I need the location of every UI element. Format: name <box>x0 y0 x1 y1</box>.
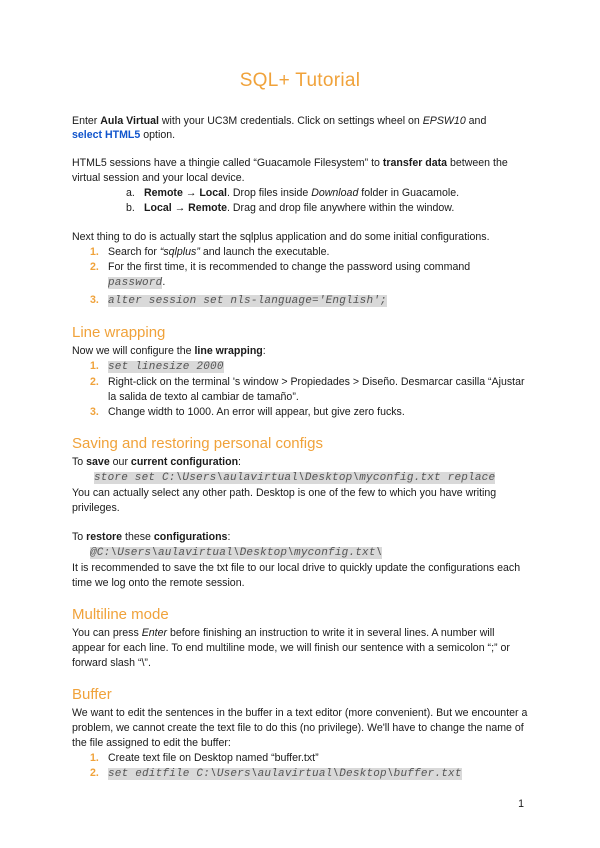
text: To <box>72 456 87 468</box>
text: HTML5 sessions have a thingie called “Guacamole Filesystem” to <box>72 157 383 169</box>
text: folder in Guacamole. <box>358 187 460 199</box>
text: You can press <box>72 627 142 639</box>
text: . Drop files inside <box>227 187 312 199</box>
bold-transfer-data: transfer data <box>382 157 448 169</box>
italic-sqlplus: “sqlplus” <box>159 246 200 258</box>
text: For the first time, it is recommended to change the password using command <box>108 261 471 273</box>
section-heading-configs: Saving and restoring personal configs <box>72 435 323 452</box>
text: and launch the executable. <box>199 246 330 258</box>
line-wrapping-steps <box>72 359 528 420</box>
list-marker: 2. <box>90 376 99 388</box>
list-marker: a. <box>126 187 135 199</box>
list-marker: 1. <box>90 246 99 258</box>
text: Enter <box>72 115 101 127</box>
text: between the virtual session and your local device. <box>72 157 508 184</box>
text: Create text file on Desktop named “buffer.txt” <box>108 752 319 764</box>
restore-config-lead <box>72 530 528 545</box>
buffer-paragraph: We want to edit the sentences in the buffer in a text editor (more convenient). But we encounter a problem, we cannot create the text file to do this (no privilege). We'll have to change the name of the file assigned to edit the buffer: <box>72 707 528 749</box>
list-marker: 3. <box>90 294 99 306</box>
code-store-set: store set C:\Users\aulavirtual\Desktop\myconfig.txt replace <box>94 472 496 484</box>
save-config-note: You can actually select any other path. Desktop is one of the few to which you have writing privileges. <box>72 487 497 514</box>
section-heading-line-wrapping: Line wrapping <box>72 324 166 341</box>
bold-remote-local: Remote → Local <box>144 187 228 199</box>
buffer-steps <box>72 751 528 782</box>
intro-paragraph-2 <box>72 156 528 186</box>
bold-restore: restore <box>86 531 123 543</box>
intro-paragraph-3: Next thing to do is actually start the sqlplus application and do some initial configurations. <box>72 231 490 243</box>
select-html5-highlight: select HTML5 <box>72 129 141 141</box>
multiline-paragraph <box>72 626 528 671</box>
list-marker: 1. <box>90 752 99 764</box>
save-config-command <box>72 470 528 486</box>
text: . <box>162 276 166 288</box>
code-password: password <box>108 277 163 289</box>
bold-current-configuration: current configuration <box>130 456 239 468</box>
list-marker: 2. <box>90 767 99 779</box>
italic-enter: Enter <box>141 627 168 639</box>
text: : <box>238 456 241 468</box>
list-item <box>72 751 528 766</box>
text: Change width to 1000. An error will appear, but give zero fucks. <box>108 406 405 418</box>
text: our <box>109 456 131 468</box>
bold-aula-virtual: Aula Virtual <box>100 115 159 127</box>
text: To <box>72 531 87 543</box>
list-marker: b. <box>126 202 135 214</box>
code-set-editfile: set editfile C:\Users\aulavirtual\Desktop\buffer.txt <box>108 768 462 780</box>
text: these <box>122 531 154 543</box>
text: Now we will configure the <box>72 345 195 357</box>
list-item <box>72 201 528 216</box>
page-number: 1 <box>518 798 524 810</box>
page-content <box>72 68 528 782</box>
list-item <box>72 186 528 201</box>
bold-line-wrapping: line wrapping <box>194 345 263 357</box>
text: : <box>227 531 231 543</box>
section-heading-multiline: Multiline mode <box>72 606 169 623</box>
page-title: SQL+ Tutorial <box>239 70 361 91</box>
text: option. <box>140 129 176 141</box>
text: Search for <box>108 246 160 258</box>
section-heading-buffer: Buffer <box>72 686 112 703</box>
list-item <box>72 766 528 782</box>
text: : <box>262 345 266 357</box>
italic-epsw10: EPSW10 <box>422 115 466 127</box>
list-item <box>72 260 528 291</box>
text: and <box>465 115 487 127</box>
list-item <box>72 245 528 260</box>
code-restore-path: @C:\Users\aulavirtual\Desktop\myconfig.txt\ <box>90 547 383 559</box>
list-item <box>72 405 528 420</box>
save-config-lead <box>72 455 528 470</box>
transfer-direction-list <box>72 186 528 216</box>
code-alter-session: alter session set nls-language='English'; <box>108 295 387 307</box>
restore-config-note: It is recommended to save the txt file to our local drive to quickly update the configurations each time we log onto the remote session. <box>72 562 521 589</box>
list-marker: 3. <box>90 406 99 418</box>
text: before finishing an instruction to write it in several lines. A number will appear for each line. To end multiline mode, we will finish our sentence with a semicolon “;” or forward slash “\”. <box>72 627 510 669</box>
text: . Drag and drop file anywhere within the window. <box>227 202 455 214</box>
setup-steps-list <box>72 245 528 309</box>
code-set-linesize: set linesize 2000 <box>108 361 224 373</box>
intro-paragraph-1 <box>72 114 528 142</box>
line-wrapping-lead <box>72 344 528 359</box>
list-item <box>72 359 528 375</box>
list-marker: 1. <box>90 360 99 372</box>
list-item <box>72 375 528 405</box>
bold-configurations: configurations <box>153 531 228 543</box>
text: Right-click on the terminal 's window > Propiedades > Diseño. Desmarcar casilla “Ajustar la salida de texto al cambiar de tamaño”. <box>108 376 525 403</box>
list-marker: 2. <box>90 261 99 273</box>
italic-download: Download <box>311 187 359 199</box>
bold-save: save <box>86 456 110 468</box>
bold-local-remote: Local → Remote <box>144 202 228 214</box>
list-item <box>72 293 528 309</box>
text: with your UC3M credentials. Click on settings wheel on <box>158 115 423 127</box>
restore-config-command <box>72 545 528 561</box>
